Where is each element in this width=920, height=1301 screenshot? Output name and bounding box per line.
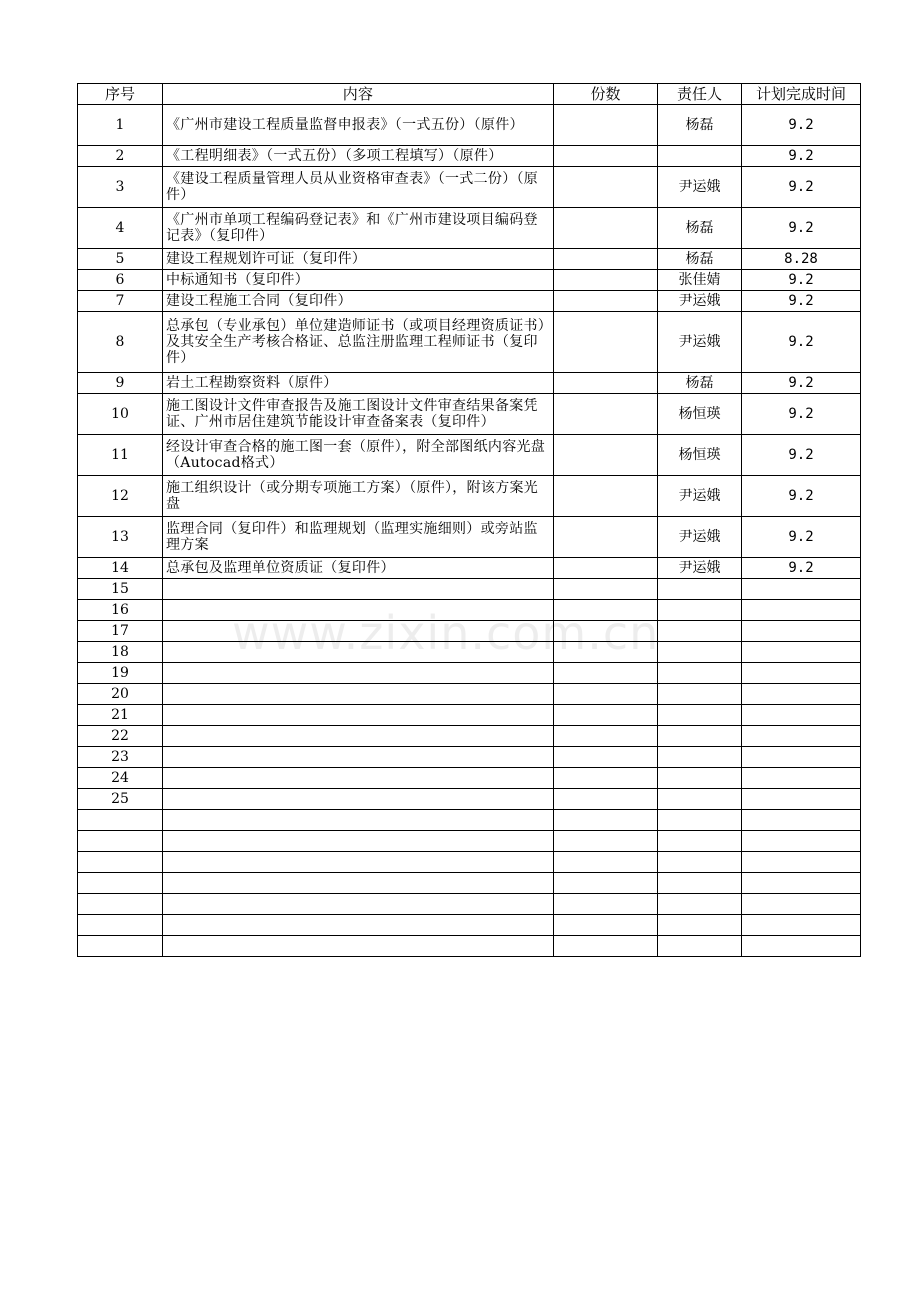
cell-no: [78, 915, 163, 936]
cell-person: 尹运娥: [658, 312, 742, 373]
cell-content: [163, 789, 554, 810]
cell-content-text: 建设工程施工合同（复印件）: [166, 293, 352, 309]
table-row: [78, 663, 861, 684]
table-row: [78, 435, 861, 476]
cell-person: [658, 684, 742, 705]
cell-copies: [554, 476, 658, 517]
cell-copies: [554, 621, 658, 642]
cell-date: [742, 600, 861, 621]
cell-date: [742, 873, 861, 894]
cell-content: [163, 642, 554, 663]
cell-copies: [554, 270, 658, 291]
cell-copies: [554, 789, 658, 810]
cell-no: 10: [78, 394, 163, 435]
cell-content-text: 建设工程规划许可证（复印件）: [166, 251, 367, 267]
cell-content: [163, 936, 554, 957]
table-row: [78, 167, 861, 208]
cell-no: [78, 936, 163, 957]
cell-content: [163, 558, 554, 579]
cell-no: 21: [78, 705, 163, 726]
cell-copies: [554, 936, 658, 957]
cell-copies: [554, 642, 658, 663]
cell-copies: [554, 663, 658, 684]
table-row: [78, 621, 861, 642]
cell-person: 尹运娥: [658, 517, 742, 558]
cell-content: [163, 705, 554, 726]
cell-person: [658, 663, 742, 684]
cell-no: 13: [78, 517, 163, 558]
cell-no: [78, 810, 163, 831]
cell-content-text: 《工程明细表》（一式五份）（多项工程填写）（原件）: [166, 148, 503, 164]
cell-person: [658, 873, 742, 894]
cell-no: 2: [78, 146, 163, 167]
table-row: [78, 852, 861, 873]
table-row: [78, 642, 861, 663]
table-row: [78, 684, 861, 705]
cell-content: [163, 394, 554, 435]
cell-copies: [554, 558, 658, 579]
cell-date: [742, 747, 861, 768]
table-row: [78, 747, 861, 768]
header-content: 内容: [163, 84, 554, 105]
cell-copies: [554, 873, 658, 894]
cell-person: [658, 705, 742, 726]
cell-content: [163, 768, 554, 789]
table-row: [78, 600, 861, 621]
table-row: [78, 394, 861, 435]
table-row: [78, 558, 861, 579]
table-row: [78, 894, 861, 915]
table-row: [78, 789, 861, 810]
cell-content: [163, 747, 554, 768]
cell-date: 9.2: [742, 146, 861, 167]
cell-person: [658, 600, 742, 621]
cell-date: 9.2: [742, 517, 861, 558]
cell-content: [163, 249, 554, 270]
cell-copies: [554, 208, 658, 249]
checklist-table: [77, 83, 861, 957]
cell-no: 7: [78, 291, 163, 312]
table-row: [78, 476, 861, 517]
cell-copies: [554, 517, 658, 558]
cell-content: [163, 146, 554, 167]
cell-person: 杨磊: [658, 208, 742, 249]
cell-no: 1: [78, 105, 163, 146]
cell-date: [742, 663, 861, 684]
cell-person: [658, 726, 742, 747]
cell-person: 杨磊: [658, 249, 742, 270]
cell-date: 9.2: [742, 558, 861, 579]
cell-person: [658, 936, 742, 957]
cell-person: [658, 852, 742, 873]
cell-copies: [554, 435, 658, 476]
cell-no: 17: [78, 621, 163, 642]
cell-no: 15: [78, 579, 163, 600]
cell-content-text: 《广州市建设工程质量监督申报表》（一式五份）（原件）: [166, 117, 524, 133]
cell-date: [742, 852, 861, 873]
cell-person: [658, 579, 742, 600]
cell-person: 尹运娥: [658, 291, 742, 312]
cell-person: [658, 915, 742, 936]
cell-content: [163, 476, 554, 517]
cell-copies: [554, 146, 658, 167]
cell-copies: [554, 291, 658, 312]
cell-copies: [554, 726, 658, 747]
table-row: [78, 768, 861, 789]
cell-content: [163, 873, 554, 894]
cell-no: 20: [78, 684, 163, 705]
cell-content: [163, 435, 554, 476]
cell-person: [658, 768, 742, 789]
cell-content-text: 施工组织设计（或分期专项施工方案）（原件），附该方案光盘: [166, 480, 539, 512]
cell-date: 9.2: [742, 208, 861, 249]
cell-copies: [554, 915, 658, 936]
cell-copies: [554, 105, 658, 146]
cell-copies: [554, 579, 658, 600]
cell-content: [163, 270, 554, 291]
cell-person: [658, 747, 742, 768]
table-row: [78, 831, 861, 852]
cell-content: [163, 663, 554, 684]
table-body: [78, 105, 861, 957]
cell-date: 9.2: [742, 105, 861, 146]
cell-copies: [554, 810, 658, 831]
cell-person: 杨磊: [658, 373, 742, 394]
cell-date: [742, 705, 861, 726]
cell-copies: [554, 394, 658, 435]
table-row: [78, 373, 861, 394]
cell-no: 6: [78, 270, 163, 291]
cell-date: [742, 684, 861, 705]
table-row: [78, 291, 861, 312]
cell-content-text: 监理合同（复印件）和监理规划（监理实施细则）或旁站监理方案: [166, 521, 538, 553]
cell-no: 25: [78, 789, 163, 810]
cell-no: [78, 852, 163, 873]
header-copies: 份数: [554, 84, 658, 105]
watermark: www.zixin.com.cn: [232, 606, 660, 660]
cell-copies: [554, 831, 658, 852]
cell-person: 杨恒瑛: [658, 394, 742, 435]
header-no: 序号: [78, 84, 163, 105]
cell-copies: [554, 747, 658, 768]
cell-no: 24: [78, 768, 163, 789]
table-row: [78, 936, 861, 957]
cell-person: 张佳婧: [658, 270, 742, 291]
cell-date: 9.2: [742, 270, 861, 291]
cell-no: 3: [78, 167, 163, 208]
cell-person: 尹运娥: [658, 558, 742, 579]
cell-content-text: 岩土工程勘察资料（原件）: [166, 375, 338, 391]
table-row: [78, 873, 861, 894]
cell-date: [742, 642, 861, 663]
cell-no: 9: [78, 373, 163, 394]
cell-content: [163, 852, 554, 873]
table-row: [78, 579, 861, 600]
cell-content: [163, 517, 554, 558]
cell-content: [163, 810, 554, 831]
cell-no: 18: [78, 642, 163, 663]
cell-no: [78, 873, 163, 894]
cell-content: [163, 684, 554, 705]
cell-date: [742, 579, 861, 600]
cell-no: 14: [78, 558, 163, 579]
cell-person: 尹运娥: [658, 167, 742, 208]
cell-no: 22: [78, 726, 163, 747]
cell-no: 23: [78, 747, 163, 768]
cell-no: 12: [78, 476, 163, 517]
cell-date: [742, 936, 861, 957]
cell-content-text: 总承包及监理单位资质证（复印件）: [166, 560, 395, 576]
cell-content: [163, 579, 554, 600]
cell-content: [163, 600, 554, 621]
cell-person: 尹运娥: [658, 476, 742, 517]
cell-content: [163, 894, 554, 915]
cell-person: [658, 789, 742, 810]
cell-content: [163, 291, 554, 312]
cell-copies: [554, 600, 658, 621]
cell-no: 11: [78, 435, 163, 476]
cell-person: 杨恒瑛: [658, 435, 742, 476]
cell-date: [742, 726, 861, 747]
cell-date: [742, 768, 861, 789]
cell-date: [742, 894, 861, 915]
table-row: [78, 517, 861, 558]
cell-content: [163, 915, 554, 936]
header-person: 责任人: [658, 84, 742, 105]
cell-content: [163, 726, 554, 747]
header-row: [78, 84, 861, 105]
cell-date: 9.2: [742, 373, 861, 394]
table-row: [78, 915, 861, 936]
cell-date: 9.2: [742, 394, 861, 435]
cell-date: 8.28: [742, 249, 861, 270]
cell-date: [742, 621, 861, 642]
cell-copies: [554, 852, 658, 873]
cell-content: [163, 312, 554, 373]
cell-content: [163, 621, 554, 642]
cell-copies: [554, 684, 658, 705]
header-date: 计划完成时间: [742, 84, 861, 105]
table-row: [78, 105, 861, 146]
cell-person: [658, 146, 742, 167]
cell-copies: [554, 768, 658, 789]
table-row: [78, 312, 861, 373]
table-row: [78, 705, 861, 726]
cell-content-text: 总承包（专业承包）单位建造师证书（或项目经理资质证书）及其安全生产考核合格证、总监注册监理工程师证书（复印件）: [166, 318, 546, 366]
cell-copies: [554, 312, 658, 373]
cell-person: [658, 894, 742, 915]
cell-person: 杨磊: [658, 105, 742, 146]
cell-content: [163, 208, 554, 249]
cell-date: 9.2: [742, 312, 861, 373]
cell-date: [742, 915, 861, 936]
cell-copies: [554, 373, 658, 394]
cell-no: 16: [78, 600, 163, 621]
cell-person: [658, 831, 742, 852]
cell-content-text: 施工图设计文件审查报告及施工图设计文件审查结果备案凭证、广州市居住建筑节能设计审查备案表（复印件）: [166, 398, 538, 430]
cell-copies: [554, 705, 658, 726]
cell-date: [742, 789, 861, 810]
cell-date: [742, 810, 861, 831]
table-row: [78, 726, 861, 747]
table-row: [78, 249, 861, 270]
table-row: [78, 270, 861, 291]
cell-no: 8: [78, 312, 163, 373]
cell-copies: [554, 249, 658, 270]
cell-content: [163, 167, 554, 208]
cell-date: [742, 831, 861, 852]
cell-person: [658, 810, 742, 831]
cell-no: [78, 831, 163, 852]
cell-content-text: 中标通知书（复印件）: [166, 272, 309, 288]
table-row: [78, 146, 861, 167]
cell-content-text: 《广州市单项工程编码登记表》和《广州市建设项目编码登记表》（复印件）: [166, 212, 538, 244]
cell-no: 19: [78, 663, 163, 684]
cell-date: 9.2: [742, 291, 861, 312]
table-row: [78, 208, 861, 249]
cell-no: 5: [78, 249, 163, 270]
cell-content: [163, 105, 554, 146]
cell-date: 9.2: [742, 476, 861, 517]
cell-no: 4: [78, 208, 163, 249]
cell-date: 9.2: [742, 167, 861, 208]
cell-person: [658, 621, 742, 642]
cell-content: [163, 373, 554, 394]
cell-copies: [554, 167, 658, 208]
table-row: [78, 810, 861, 831]
cell-content-text: 《建设工程质量管理人员从业资格审查表》（一式二份）（原件）: [166, 171, 539, 203]
cell-copies: [554, 894, 658, 915]
cell-content-text: 经设计审查合格的施工图一套（原件），附全部图纸内容光盘（Autocad格式）: [166, 439, 546, 471]
cell-no: [78, 894, 163, 915]
cell-date: 9.2: [742, 435, 861, 476]
cell-content: [163, 831, 554, 852]
cell-person: [658, 642, 742, 663]
